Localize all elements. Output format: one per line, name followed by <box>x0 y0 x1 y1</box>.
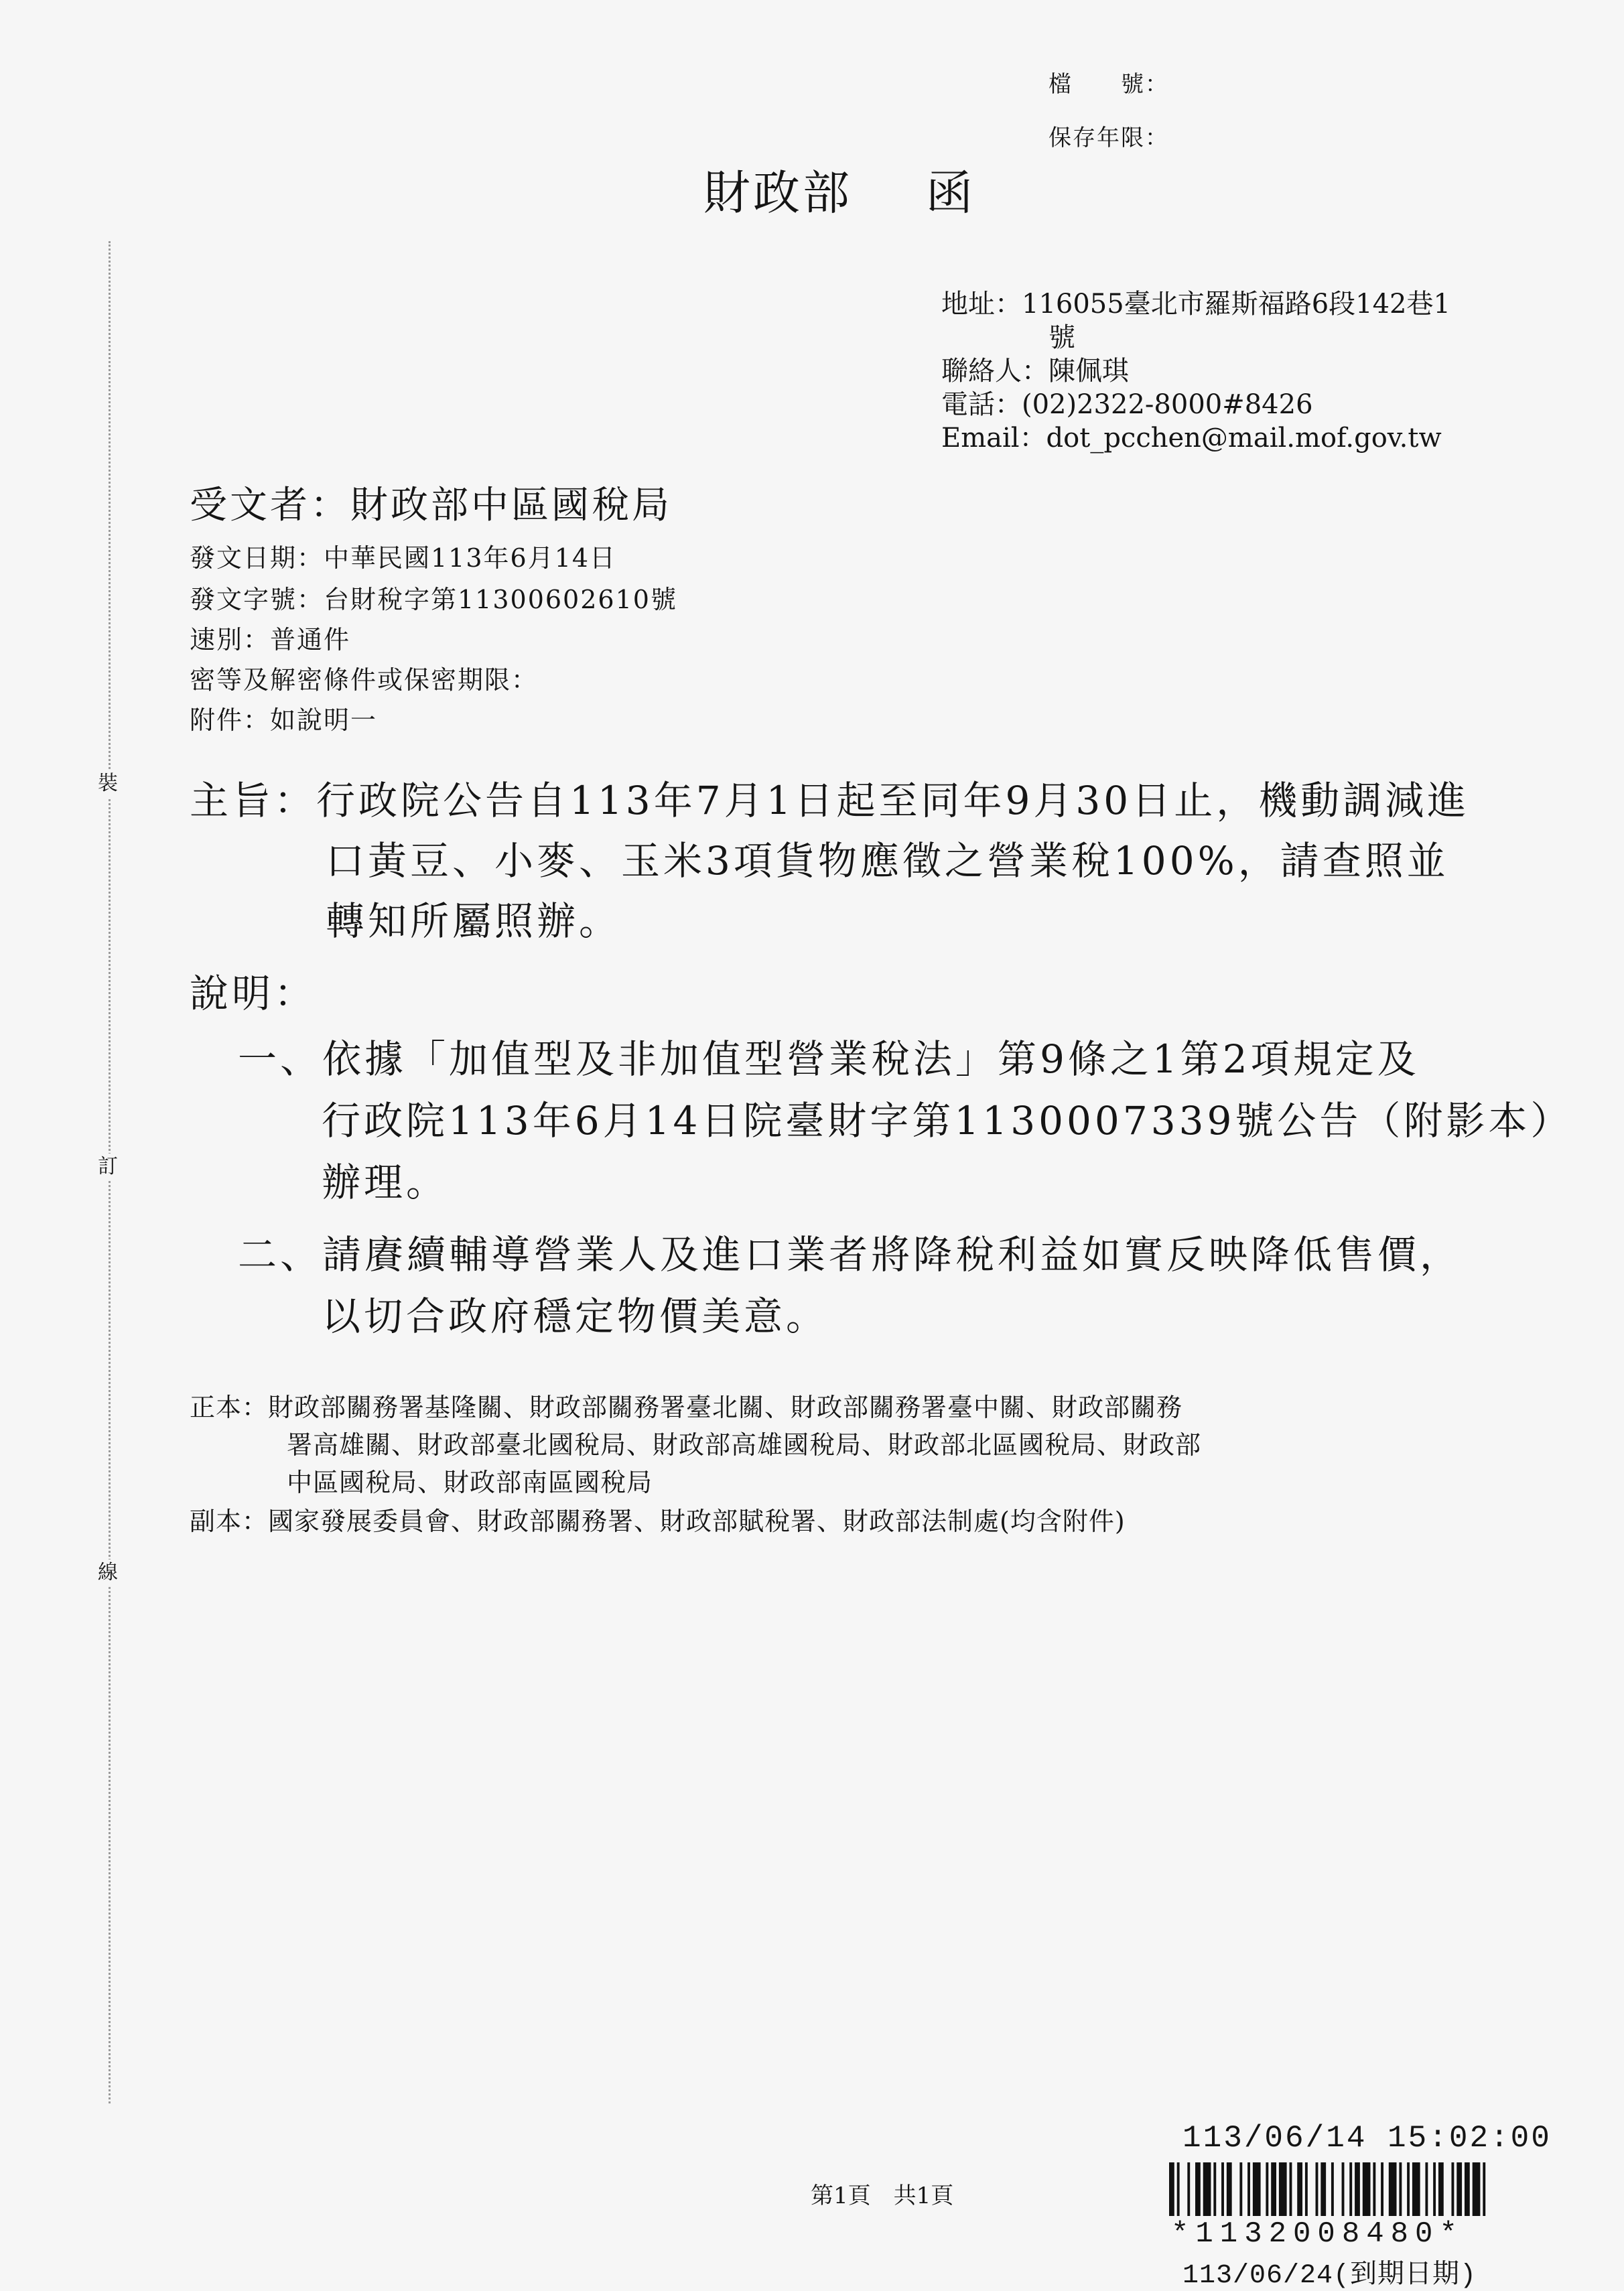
delivery-speed: 速別：普通件 <box>190 625 351 654</box>
original-recipients-line-1: 正本：財政部關務署基隆關、財政部關務署臺北關、財政部關務署臺中關、財政部關務 <box>190 1393 1183 1422</box>
file-number-label: 檔 號： <box>1048 71 1169 98</box>
barcode-bar <box>1271 2162 1276 2216</box>
barcode-bar <box>1425 2162 1428 2216</box>
barcode-bar <box>1221 2162 1224 2216</box>
barcode-bar <box>1389 2162 1397 2216</box>
barcode-bar <box>1290 2162 1292 2216</box>
barcode-bar <box>1433 2162 1436 2216</box>
subject-line-2: 口黃豆、小麥、玉米3項貨物應徵之營業稅100%，請查照並 <box>326 838 1449 884</box>
barcode-bar <box>1297 2162 1302 2216</box>
document-number: 發文字號：台財稅字第11300602610號 <box>190 585 677 614</box>
page-number: 第1頁 共1頁 <box>811 2182 954 2209</box>
barcode-bar <box>1321 2162 1326 2216</box>
explanation-item-2-line-2: 以切合政府穩定物價美意。 <box>322 1294 829 1339</box>
barcode-bar <box>1451 2162 1454 2216</box>
explanation-item-1-line-1: 一、依據「加值型及非加值型營業稅法」第9條之1第2項規定及 <box>238 1036 1420 1082</box>
subject-line-1: 主旨：行政院公告自113年7月1日起至同年9月30日止，機動調減進 <box>190 778 1470 823</box>
barcode-bar <box>1195 2162 1201 2216</box>
contact-email: Email：dot_pcchen@mail.mof.gov.tw <box>941 423 1442 454</box>
explanation-item-2-line-1: 二、請賡續輔導營業人及進口業者將降稅利益如實反映降低售價， <box>238 1232 1463 1277</box>
barcode-bar <box>1363 2162 1371 2216</box>
barcode-bar <box>1407 2162 1410 2216</box>
barcode-bar <box>1412 2162 1420 2216</box>
explanation-heading: 說明： <box>190 971 317 1016</box>
barcode-bar <box>1331 2162 1334 2216</box>
barcode-bar <box>1266 2162 1268 2216</box>
barcode <box>1169 2162 1491 2216</box>
barcode-bar <box>1399 2162 1402 2216</box>
explanation-item-1-line-3: 辦理。 <box>322 1160 449 1205</box>
barcode-bar <box>1279 2162 1287 2216</box>
secrecy-level: 密等及解密條件或保密期限： <box>190 665 539 695</box>
barcode-bar <box>1177 2162 1180 2216</box>
binding-mark-ding: 訂 <box>98 1154 118 1180</box>
barcode-bar <box>1187 2162 1190 2216</box>
due-date: 113/06/24(到期日期) <box>1182 2261 1477 2291</box>
binding-mark-xian: 線 <box>98 1559 118 1586</box>
original-recipients-line-3: 中區國稅局、財政部南區國稅局 <box>287 1468 653 1497</box>
barcode-bar <box>1203 2162 1211 2216</box>
barcode-bar <box>1247 2162 1250 2216</box>
print-timestamp: 113/06/14 15:02:00 <box>1182 2121 1552 2156</box>
document-type: 函 <box>926 165 975 220</box>
barcode-bar <box>1305 2162 1308 2216</box>
barcode-bar <box>1355 2162 1360 2216</box>
barcode-bar <box>1438 2162 1444 2216</box>
contact-phone: 電話：(02)2322-8000#8426 <box>941 389 1313 420</box>
retention-period-label: 保存年限： <box>1048 125 1169 151</box>
barcode-bar <box>1169 2162 1174 2216</box>
copy-recipients: 副本：國家發展委員會、財政部關務署、財政部賦稅署、財政部法制處(均含附件) <box>190 1507 1126 1536</box>
barcode-bar <box>1316 2162 1318 2216</box>
subject-line-3: 轉知所屬照辦。 <box>326 898 622 944</box>
barcode-bar <box>1473 2162 1481 2216</box>
barcode-bar <box>1342 2162 1345 2216</box>
barcode-bar <box>1227 2162 1232 2216</box>
barcode-bar <box>1483 2162 1485 2216</box>
address-line-2: 號 <box>1048 322 1075 353</box>
barcode-number: *1132008480* <box>1171 2217 1464 2251</box>
explanation-item-1-line-2: 行政院113年6月14日院臺財字第1130007339號公告（附影本） <box>322 1098 1573 1143</box>
contact-person: 聯絡人：陳佩琪 <box>941 356 1129 387</box>
barcode-bar <box>1239 2162 1242 2216</box>
attachment: 附件：如說明一 <box>190 705 378 735</box>
barcode-bar <box>1373 2162 1375 2216</box>
document-title <box>703 155 975 223</box>
barcode-bar <box>1381 2162 1383 2216</box>
original-recipients-line-2: 署高雄關、財政部臺北國稅局、財政部高雄國稅局、財政部北區國稅局、財政部 <box>287 1430 1202 1460</box>
barcode-bar <box>1349 2162 1352 2216</box>
issue-date: 發文日期：中華民國113年6月14日 <box>190 543 617 573</box>
barcode-bar <box>1213 2162 1216 2216</box>
address-line-1: 地址：116055臺北市羅斯福路6段142巷1 <box>941 289 1450 320</box>
barcode-bar <box>1465 2162 1470 2216</box>
issuing-org: 財政部 <box>703 165 852 220</box>
recipient: 受文者：財政部中區國稅局 <box>190 484 672 527</box>
barcode-bar <box>1253 2162 1261 2216</box>
binding-mark-zhuang: 裝 <box>98 770 118 797</box>
barcode-bar <box>1457 2162 1462 2216</box>
